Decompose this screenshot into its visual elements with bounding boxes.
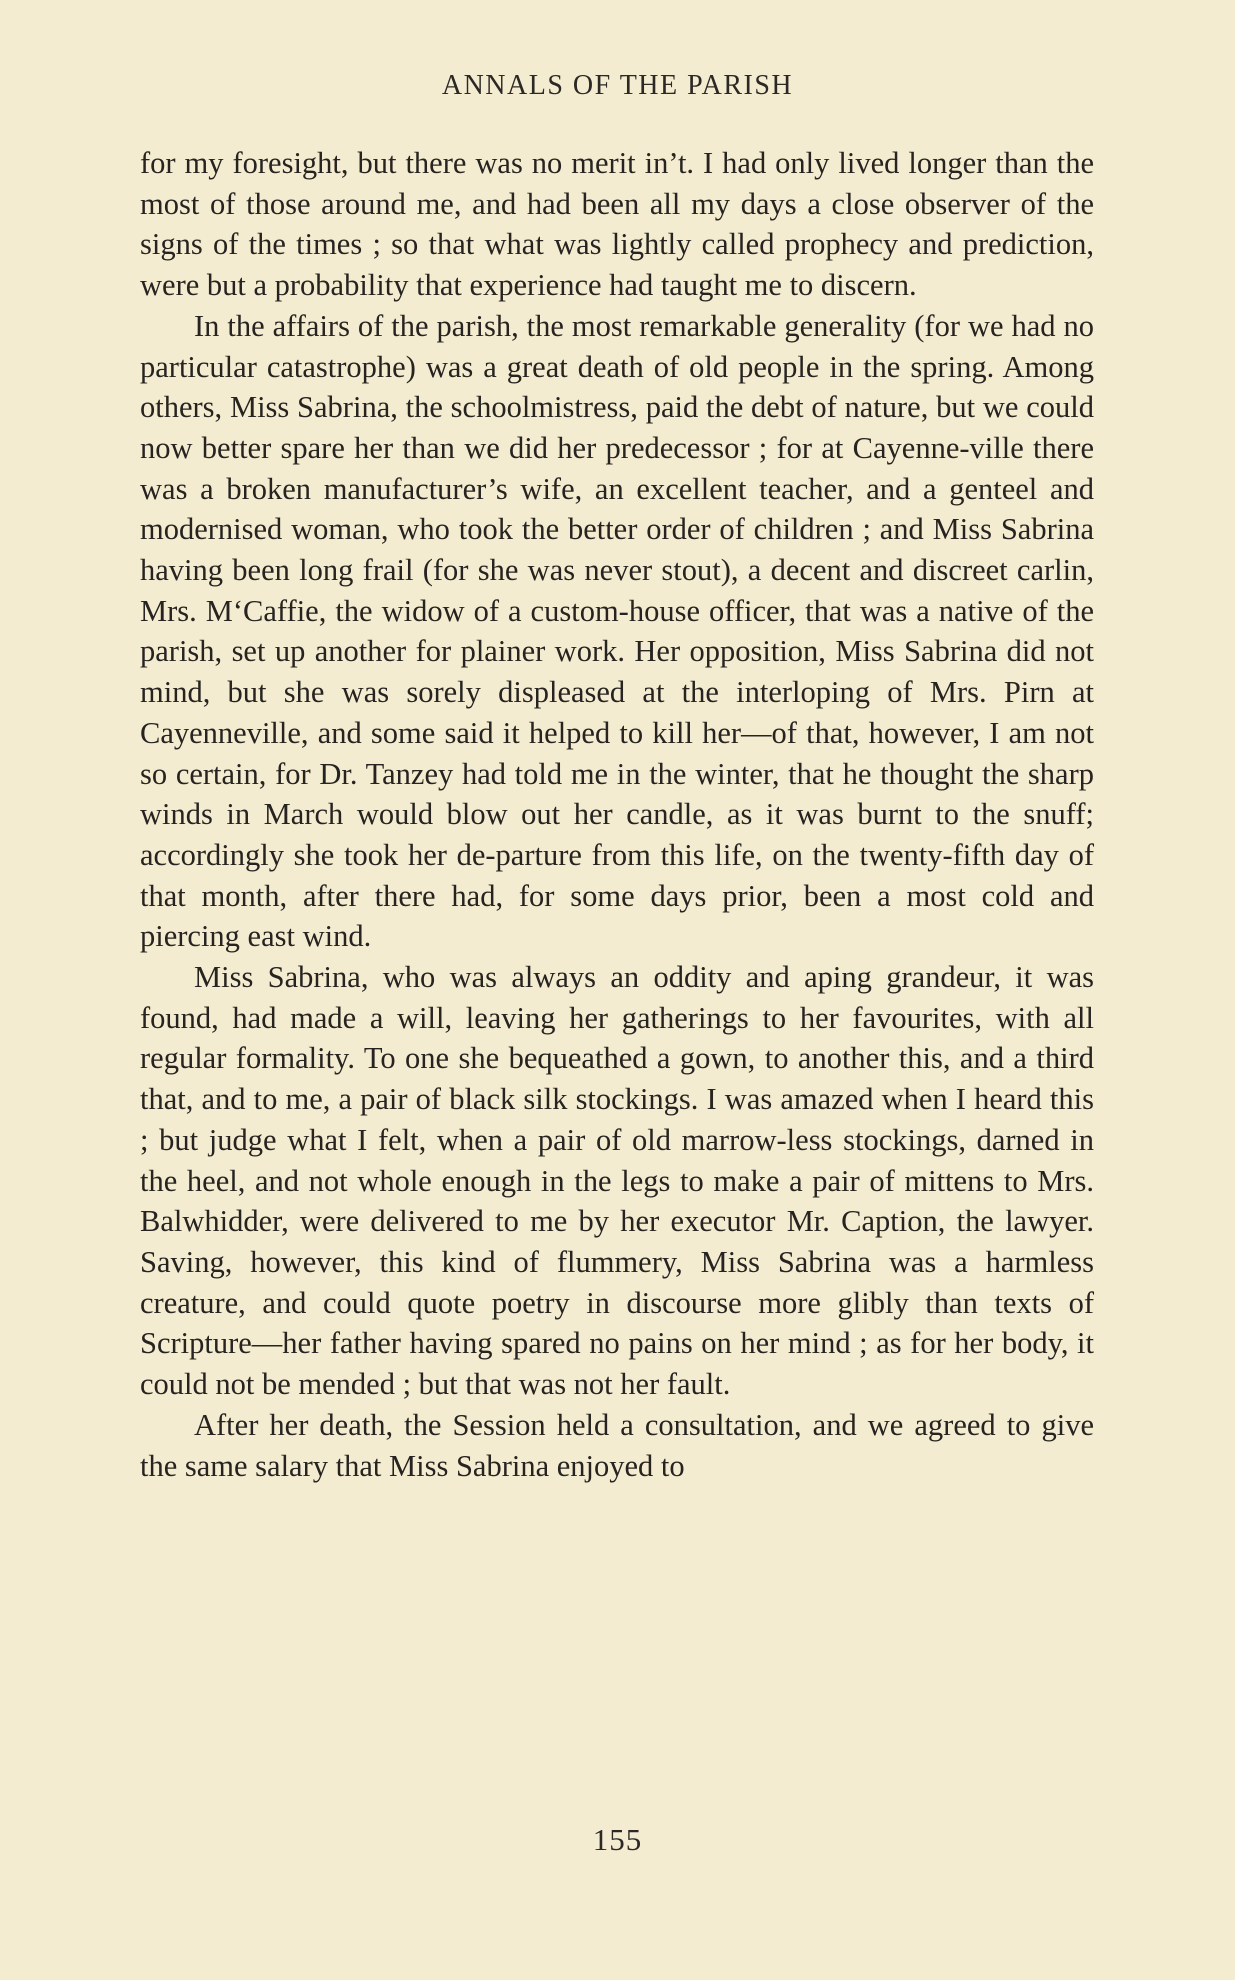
paragraph-sabrina-will: Miss Sabrina, who was always an oddity and aping grandeur, it was found, had made a will, leaving her gatherings to her favourites, with all regular formality. To one she bequeathed a gown, to another this, and a third that, and to me, a pair of black silk stockings. I was amazed when I heard this ; but judge what I felt, when a pair of old marrow-less stockings, darned in the heel, and not whole enough in the legs to make a pair of mittens to Mrs. Balwhidder, were delivered to me by her executor Mr. Caption, the lawyer. Saving, however, this kind of flummery, Miss Sabrina was a harmless creature, and could quote poetry in discourse more glibly than texts of Scripture—her father having spared no pains on her mind ; as for her body, it could not be mended ; but that was not her fault. [140,960,1094,1402]
running-head: ANNALS OF THE PARISH [441,70,794,101]
paragraph-continuation: for my foresight, but there was no merit in’t. I had only lived longer than the most of those around me, and had been all my days a close observer of the signs of the times ; so that what was lightly called prophecy and prediction, were but a probability that experience had taught me to discern. [140,146,1094,303]
paragraph-session-consultation: After her death, the Session held a consultation, and we agreed to give the same salary that Miss Sabrina enjoyed to [140,1407,1094,1483]
body-text [140,143,1094,1486]
page-number: 155 [592,1822,643,1857]
paragraph-parish-affairs: In the affairs of the parish, the most remarkable generality (for we had no particular catastrophe) was a great death of old people in the spring. Among others, Miss Sabrina, the schoolmistress, paid the debt of nature, but we could now better spare her than we did her predecessor ; for at Cayenne-ville there was a broken manufacturer’s wife, an excellent teacher, and a genteel and modernised woman, who took the better order of children ; and Miss Sabrina having been long frail (for she was never stout), a decent and discreet carlin, Mrs. M‘Caffie, the widow of a custom-house officer, that was a native of the parish, set up another for plainer work. Her opposition, Miss Sabrina did not mind, but she was sorely displeased at the interloping of Mrs. Pirn at Cayenneville, and some said it helped to kill her—of that, however, I am not so certain, for Dr. Tanzey had told me in the winter, that he thought the sharp winds in March would blow out her candle, as it was burnt to the snuff; accordingly she took her de-parture from this life, on the twenty-fifth day of that month, after there had, for some days prior, been a most cold and piercing east wind. [140,308,1094,954]
